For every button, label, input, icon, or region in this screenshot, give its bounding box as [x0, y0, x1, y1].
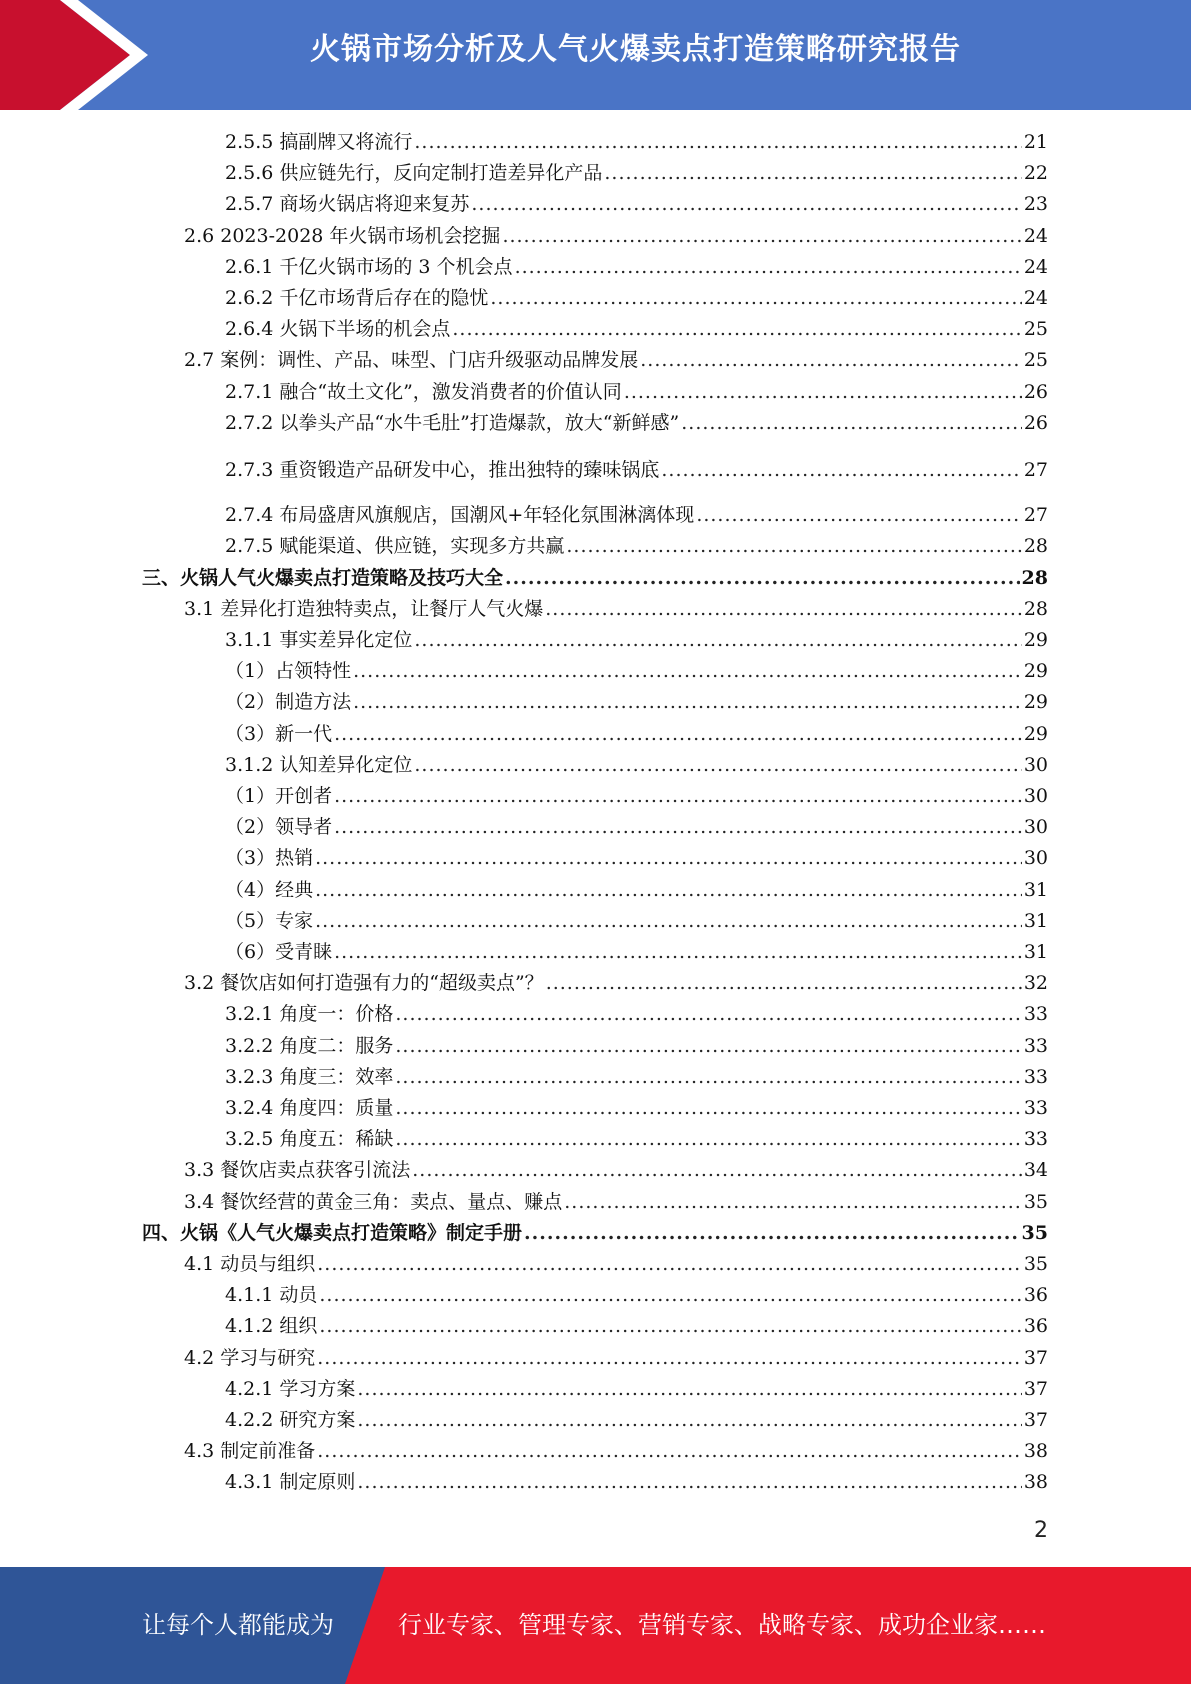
toc-entry-page: 31 [1023, 878, 1048, 901]
toc-leader-dots [334, 781, 1022, 811]
toc-entry-label: 四、火锅《人气火爆卖点打造策略》制定手册 [142, 1221, 523, 1244]
toc-leader-dots [317, 1343, 1022, 1373]
toc-entry-page: 35 [1021, 1221, 1048, 1244]
toc-entry[interactable] [225, 999, 1048, 1029]
toc-leader-dots [524, 1218, 1020, 1248]
toc-entry[interactable] [184, 968, 1048, 998]
toc-entry-page: 27 [1023, 459, 1048, 481]
toc-entry-label: （3）热销 [225, 847, 314, 870]
toc-entry[interactable] [225, 750, 1048, 780]
toc-entry-label: 4.1 动员与组织 [184, 1253, 316, 1275]
toc-leader-dots [395, 1124, 1021, 1154]
toc-entry[interactable] [225, 875, 1048, 905]
toc-entry[interactable] [225, 1062, 1048, 1092]
toc-entry[interactable] [184, 1436, 1048, 1466]
toc-entry[interactable] [225, 127, 1048, 157]
toc-entry[interactable] [225, 687, 1048, 717]
toc-leader-dots [319, 1280, 1021, 1310]
toc-entry-label: 2.7.1 融合“故土文化”，激发消费者的价值认同 [225, 380, 622, 403]
toc-entry-page: 27 [1023, 504, 1048, 527]
toc-entry-page: 26 [1023, 411, 1048, 434]
toc-leader-dots [546, 968, 1022, 998]
toc-entry[interactable] [142, 563, 1048, 593]
toc-entry[interactable] [225, 1311, 1048, 1341]
toc-leader-dots [315, 906, 1022, 936]
toc-entry-label: 2.6.4 火锅下半场的机会点 [225, 318, 451, 341]
toc-entry-page: 37 [1023, 1346, 1048, 1369]
toc-leader-dots [640, 345, 1022, 375]
toc-entry-label: 3.2 餐饮店如何打造强有力的“超级卖点”？ [184, 972, 544, 995]
toc-entry[interactable] [225, 843, 1048, 873]
toc-entry-page: 33 [1023, 1097, 1048, 1119]
toc-leader-dots [334, 937, 1022, 967]
toc-entry-page: 28 [1023, 597, 1048, 620]
toc-entry[interactable] [225, 1374, 1048, 1404]
toc-entry-page: 31 [1023, 909, 1048, 932]
toc-entry[interactable] [225, 408, 1048, 438]
toc-entry[interactable] [225, 189, 1048, 219]
toc-entry-label: （2）领导者 [225, 816, 333, 839]
toc-leader-dots [353, 687, 1022, 717]
footer-slogan-left: 让每个人都能成为 [142, 1611, 334, 1639]
toc-entry-label: 2.5.5 搞副牌又将流行 [225, 131, 413, 153]
toc-entry[interactable] [225, 531, 1048, 561]
toc-leader-dots [334, 812, 1022, 842]
footer-slogan-right: 行业专家、管理专家、营销专家、战略专家、成功企业家…… [398, 1611, 1046, 1639]
toc-leader-dots [395, 1062, 1021, 1092]
toc-entry-page: 29 [1023, 660, 1048, 683]
toc-entry-label: 3.2.5 角度五：稀缺 [225, 1128, 394, 1151]
toc-leader-dots [414, 127, 1021, 157]
toc-entry-page: 36 [1023, 1284, 1048, 1307]
toc-entry-page: 33 [1023, 1065, 1048, 1088]
toc-entry[interactable] [225, 1093, 1048, 1123]
toc-entry-label: 4.1.2 组织 [225, 1315, 318, 1338]
toc-entry[interactable] [184, 345, 1048, 375]
toc-entry-page: 37 [1023, 1377, 1048, 1400]
toc-entry-page: 35 [1023, 1190, 1048, 1213]
toc-entry-page: 36 [1023, 1315, 1048, 1338]
toc-entry[interactable] [225, 1405, 1048, 1435]
toc-leader-dots [566, 531, 1021, 561]
toc-entry-page: 23 [1023, 193, 1048, 216]
toc-entry-label: （1）占领特性 [225, 660, 352, 683]
toc-leader-dots [564, 1187, 1022, 1217]
toc-entry-page: 30 [1023, 785, 1048, 807]
toc-leader-dots [395, 1093, 1021, 1123]
toc-leader-dots [395, 999, 1021, 1029]
toc-entry-page: 25 [1023, 349, 1048, 372]
toc-entry-label: （5）专家 [225, 909, 314, 932]
toc-entry-page: 34 [1023, 1159, 1048, 1182]
toc-leader-dots [317, 1249, 1022, 1279]
toc-entry[interactable] [225, 500, 1048, 530]
toc-entry-label: （4）经典 [225, 878, 314, 901]
toc-entry-page: 33 [1023, 1003, 1048, 1026]
toc-entry[interactable] [225, 252, 1048, 282]
page-number: 2 [1034, 1518, 1048, 1543]
toc-entry-page: 33 [1023, 1128, 1048, 1151]
toc-entry[interactable] [225, 625, 1048, 655]
toc-entry-page: 24 [1023, 224, 1048, 247]
toc-leader-dots [414, 625, 1021, 655]
toc-entry-page: 24 [1023, 287, 1048, 309]
toc-entry-label: 3.4 餐饮经营的黄金三角：卖点、量点、赚点 [184, 1190, 563, 1213]
toc-leader-dots [515, 252, 1022, 282]
toc-leader-dots [452, 314, 1021, 344]
toc-entry[interactable] [184, 1187, 1048, 1217]
toc-entry-label: 4.2 学习与研究 [184, 1346, 316, 1369]
toc-entry[interactable] [225, 812, 1048, 842]
toc-entry-label: 4.3.1 制定原则 [225, 1471, 356, 1494]
toc-entry-page: 33 [1023, 1034, 1048, 1057]
toc-entry-page: 28 [1023, 535, 1048, 558]
toc-entry-label: 3.2.2 角度二：服务 [225, 1034, 394, 1057]
toc-leader-dots [357, 1405, 1021, 1435]
toc-entry-label: 2.6 2023-2028 年火锅市场机会挖掘 [184, 224, 501, 247]
toc-entry-label: 4.2.2 研究方案 [225, 1409, 356, 1431]
toc-leader-dots [315, 843, 1022, 873]
toc-leader-dots [502, 221, 1021, 251]
toc-entry[interactable] [184, 594, 1048, 624]
toc-entry-page: 29 [1023, 629, 1048, 651]
toc-entry-label: 4.1.1 动员 [225, 1284, 318, 1307]
footer-banner [0, 1567, 1191, 1684]
toc-entry-page: 22 [1023, 162, 1048, 185]
toc-entry-page: 21 [1023, 131, 1048, 153]
toc-leader-dots [334, 719, 1022, 749]
toc-entry-label: 2.7.5 赋能渠道、供应链，实现多方共赢 [225, 535, 565, 558]
toc-entry-label: （6）受青睐 [225, 941, 333, 963]
toc-entry-page: 30 [1023, 847, 1048, 870]
toc-entry-label: 4.3 制定前准备 [184, 1440, 316, 1463]
toc-entry-label: 2.6.1 千亿火锅市场的 3 个机会点 [225, 255, 513, 278]
toc-entry[interactable] [225, 719, 1048, 749]
toc-leader-dots [490, 283, 1021, 313]
toc-entry-label: 3.1.1 事实差异化定位 [225, 629, 413, 651]
toc-leader-dots [505, 563, 1020, 593]
toc-leader-dots [471, 189, 1021, 219]
toc-entry-page: 28 [1021, 566, 1048, 589]
toc-entry-page: 31 [1023, 941, 1048, 963]
toc-entry-label: 2.7.3 重资锻造产品研发中心，推出独特的臻味锅底 [225, 459, 660, 481]
toc-entry-page: 24 [1023, 255, 1048, 278]
toc-entry[interactable] [225, 937, 1048, 967]
toc-leader-dots [661, 455, 1021, 485]
toc-leader-dots [545, 594, 1022, 624]
toc-entry[interactable] [225, 283, 1048, 313]
document-title: 火锅市场分析及人气火爆卖点打造策略研究报告 [310, 32, 961, 67]
toc-leader-dots [319, 1311, 1021, 1341]
toc-leader-dots [357, 1467, 1021, 1497]
toc-entry[interactable] [225, 781, 1048, 811]
toc-entry[interactable] [184, 1155, 1048, 1185]
toc-entry[interactable] [184, 221, 1048, 251]
toc-entry-label: 3.2.4 角度四：质量 [225, 1097, 394, 1119]
toc-entry-page: 30 [1023, 816, 1048, 839]
header-bar [0, 0, 1191, 110]
toc-entry[interactable] [225, 1124, 1048, 1154]
toc-entry-page: 29 [1023, 722, 1048, 745]
toc-leader-dots [414, 750, 1021, 780]
toc-leader-dots [624, 377, 1022, 407]
toc-entry-label: 3.3 餐饮店卖点获客引流法 [184, 1159, 411, 1182]
toc-entry-label: （2）制造方法 [225, 691, 352, 714]
toc-entry[interactable] [225, 158, 1048, 188]
toc-entry[interactable] [184, 1249, 1048, 1279]
toc-entry-label: 2.6.2 千亿市场背后存在的隐忧 [225, 287, 489, 309]
toc-leader-dots [315, 875, 1022, 905]
toc-entry-label: 2.5.6 供应链先行，反向定制打造差异化产品 [225, 162, 603, 185]
toc-entry-label: 4.2.1 学习方案 [225, 1377, 356, 1400]
toc-entry-label: （1）开创者 [225, 785, 333, 807]
toc-leader-dots [317, 1436, 1022, 1466]
toc-entry[interactable] [142, 1218, 1048, 1248]
toc-leader-dots [412, 1155, 1022, 1185]
toc-entry-label: 2.7 案例：调性、产品、味型、门店升级驱动品牌发展 [184, 349, 639, 372]
toc-entry-page: 26 [1023, 380, 1048, 403]
toc-entry-page: 25 [1023, 318, 1048, 341]
toc-entry-label: 3.2.1 角度一：价格 [225, 1003, 394, 1026]
toc-entry[interactable] [225, 314, 1048, 344]
toc-leader-dots [696, 500, 1022, 530]
toc-entry-label: 3.2.3 角度三：效率 [225, 1065, 394, 1088]
toc-entry[interactable] [225, 455, 1048, 485]
toc-entry-label: 2.7.2 以拳头产品“水牛毛肚”打造爆款，放大“新鲜感” [225, 411, 680, 434]
toc-entry-page: 30 [1023, 753, 1048, 776]
toc-entry-page: 32 [1023, 972, 1048, 995]
toc-leader-dots [681, 408, 1022, 438]
toc-entry-page: 35 [1023, 1253, 1048, 1275]
toc-entry[interactable] [225, 1280, 1048, 1310]
toc-entry[interactable] [225, 906, 1048, 936]
toc-entry-page: 38 [1023, 1471, 1048, 1494]
toc-entry[interactable] [225, 1031, 1048, 1061]
toc-entry-label: 3.1.2 认知差异化定位 [225, 753, 413, 776]
toc-entry[interactable] [225, 1467, 1048, 1497]
toc-entry[interactable] [225, 377, 1048, 407]
toc-leader-dots [357, 1374, 1021, 1404]
toc-entry-label: 三、火锅人气火爆卖点打造策略及技巧大全 [142, 566, 504, 589]
toc-entry-page: 38 [1023, 1440, 1048, 1463]
toc-entry-page: 29 [1023, 691, 1048, 714]
toc-entry-label: 3.1 差异化打造独特卖点，让餐厅人气火爆 [184, 597, 544, 620]
toc-entry-label: （3）新一代 [225, 722, 333, 745]
toc-leader-dots [353, 656, 1022, 686]
toc-entry-label: 2.7.4 布局盛唐风旗舰店，国潮风+年轻化氛围淋漓体现 [225, 504, 695, 527]
toc-entry[interactable] [184, 1343, 1048, 1373]
toc-leader-dots [604, 158, 1021, 188]
toc-entry[interactable] [225, 656, 1048, 686]
toc-leader-dots [395, 1031, 1021, 1061]
toc-entry-page: 37 [1023, 1409, 1048, 1431]
toc-entry-label: 2.5.7 商场火锅店将迎来复苏 [225, 193, 470, 216]
